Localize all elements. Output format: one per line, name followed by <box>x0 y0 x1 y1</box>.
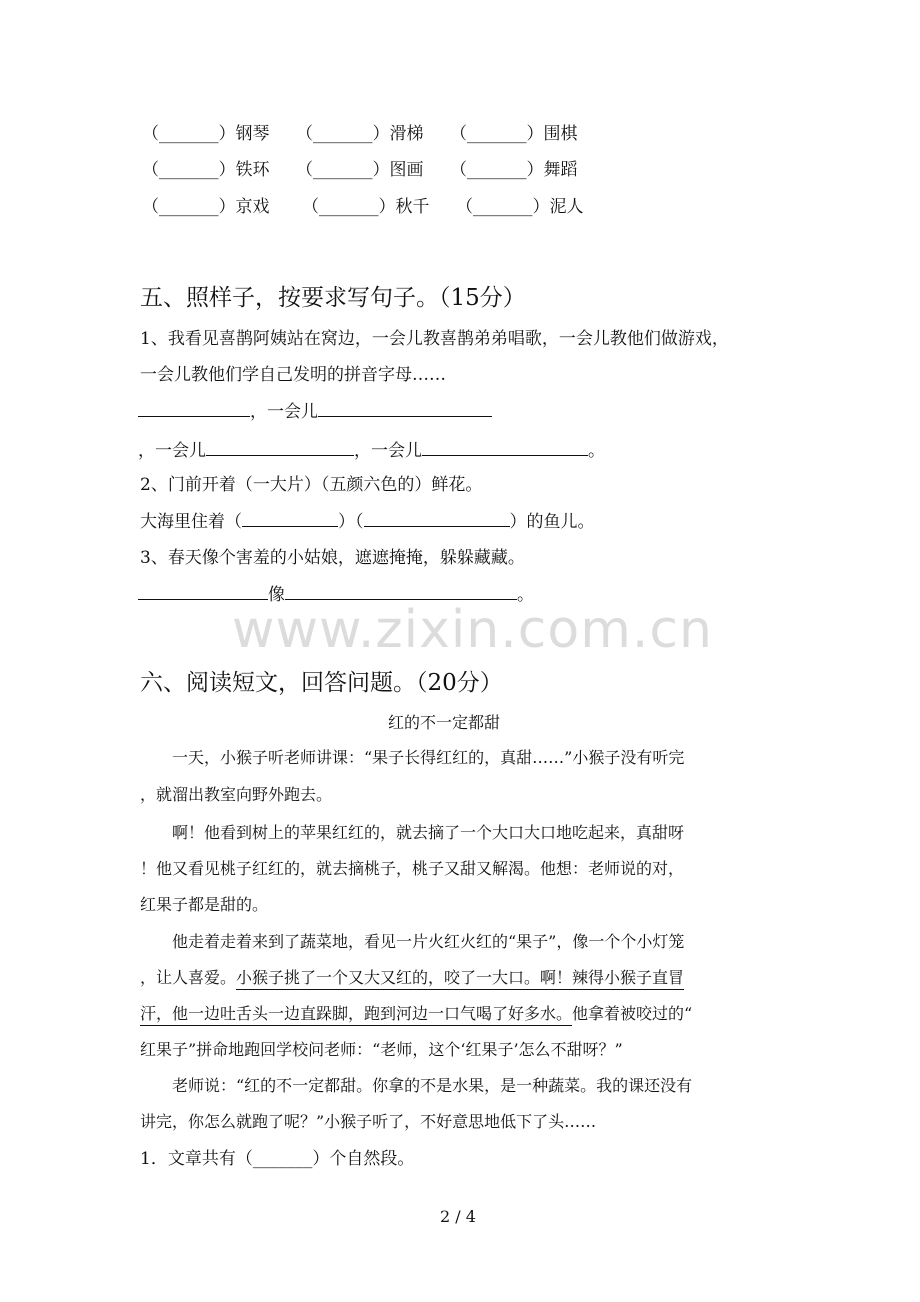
page-number: 2 / 4 <box>440 1207 476 1226</box>
story-line: 他走着走着来到了蔬菜地，看见一片火红火红的“果子”，像一个个小灯笼 <box>172 932 685 951</box>
answer-blank[interactable] <box>364 510 510 527</box>
question-text: 1、我看见喜鹊阿姨站在窝边，一会儿教喜鹊弟弟唱歌，一会儿教他们做游戏， <box>140 329 729 349</box>
answer-line: ，一会儿 ，一会儿 。 <box>138 441 605 461</box>
answer-blank[interactable] <box>285 583 517 600</box>
story-line: 红果子都是甜的。 <box>140 895 269 914</box>
match-item: （_______）围棋 <box>450 124 578 144</box>
answer-line: 像 。 <box>138 580 534 605</box>
question-text: 3、春天像个害羞的小姑娘，遮遮掩掩，躲躲藏藏。 <box>140 548 525 568</box>
watermark: www.zixin.com.cn <box>232 600 713 660</box>
answer-blank[interactable] <box>206 439 354 456</box>
story-line: 讲完，你怎么就跑了呢？”小猴子听了，不好意思地低下了头…… <box>140 1112 597 1131</box>
match-item: （_______）泥人 <box>456 197 584 217</box>
answer-blank[interactable] <box>138 400 250 417</box>
match-item: （_______）滑梯 <box>296 124 424 144</box>
answer-blank[interactable] <box>242 510 338 527</box>
underlined-text: 汗，他一边吐舌头一边直跺脚，跑到河边一口气喝了好多水。 <box>140 1004 572 1026</box>
question-text: 一会儿教他们学自己发明的拼音字母…… <box>140 365 446 385</box>
story-line: 老师说：“红的不一定都甜。你拿的不是水果，是一种蔬菜。我的课还没有 <box>172 1076 693 1095</box>
story-line: ！他又看见桃子红红的，就去摘桃子，桃子又甜又解渴。他想：老师说的对， <box>140 859 685 878</box>
answer-line: 大海里住着（ ）（ ）的鱼儿。 <box>140 512 595 532</box>
answer-blank[interactable] <box>318 400 492 417</box>
story-line: 红果子”拼命地跑回学校问老师：“老师，这个‘红果子’怎么不甜呀？” <box>140 1040 623 1059</box>
story-line: 一天，小猴子听老师讲课：“果子长得红红的，真甜……”小猴子没有听完 <box>172 748 685 767</box>
match-item: （_______）舞蹈 <box>450 160 578 180</box>
match-item: （_______）铁环 <box>142 160 270 180</box>
story-line: 汗，他一边吐舌头一边直跺脚，跑到河边一口气喝了好多水。他拿着被咬过的“ <box>140 1001 692 1024</box>
question-text: 2、门前开着（一大片）（五颜六色的）鲜花。 <box>140 475 483 495</box>
story-line: ，就溜出教室向野外跑去。 <box>140 785 333 804</box>
answer-line: ，一会儿 <box>138 397 492 422</box>
question-text: 1．文章共有（_______）个自然段。 <box>140 1149 415 1169</box>
underlined-text: 小猴子挑了一个又大又红的，咬了一大口。啊！辣得小猴子直冒 <box>236 968 684 990</box>
match-item: （_______）秋千 <box>302 197 430 217</box>
answer-blank[interactable] <box>422 439 588 456</box>
match-item: （_______）图画 <box>296 160 424 180</box>
answer-blank[interactable] <box>138 583 268 600</box>
match-item: （_______）钢琴 <box>142 124 270 144</box>
story-line: ，让人喜爱。小猴子挑了一个又大又红的，咬了一大口。啊！辣得小猴子直冒 <box>140 965 684 988</box>
match-item: （_______）京戏 <box>142 197 270 217</box>
section-heading: 五、照样子，按要求写句子。（15分） <box>140 285 526 311</box>
section-heading: 六、阅读短文，回答问题。（20分） <box>140 670 503 696</box>
story-title: 红的不一定都甜 <box>388 713 501 732</box>
story-line: 啊！他看到树上的苹果红红的，就去摘了一个大口大口地吃起来，真甜呀 <box>172 823 685 842</box>
